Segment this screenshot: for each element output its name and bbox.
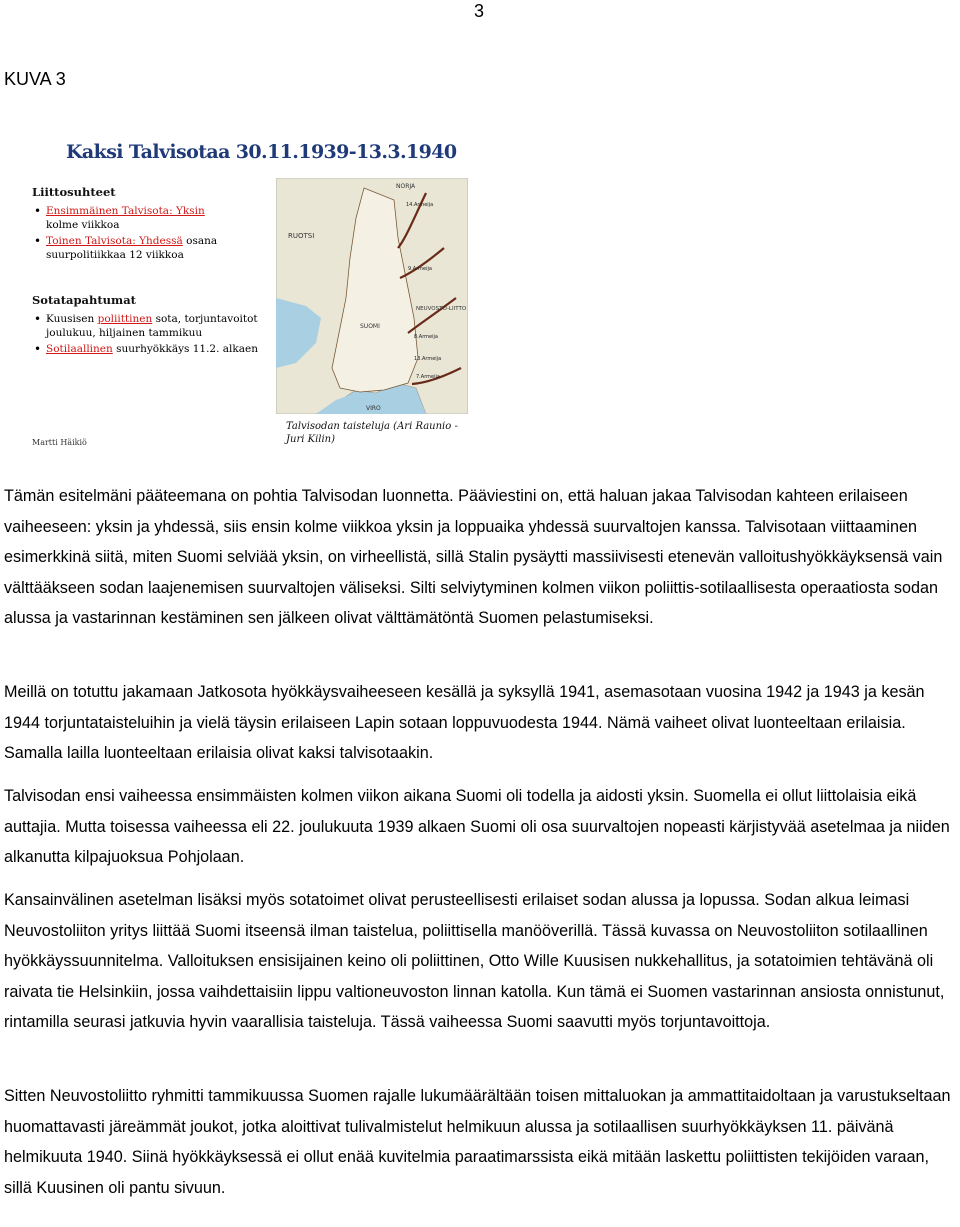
list-item: • Toinen Talvisota: Yhdessä osana suurpolitiikkaa 12 viikkoa <box>32 234 282 262</box>
label-norja: NORJA <box>396 183 416 190</box>
label-armeija8: 8.Armeija <box>414 334 438 340</box>
slide-title: Kaksi Talvisotaa 30.11.1939-13.3.1940 <box>66 141 457 163</box>
label-suomi: SUOMI <box>360 323 380 330</box>
list-item: • Kuusisen poliittinen sota, torjuntavoitot joulukuu, hiljainen tammikuu <box>32 312 282 340</box>
map-caption: Talvisodan taisteluja (Ari Raunio - Juri Kilin) <box>286 421 458 445</box>
label-ruotsi: RUOTSI <box>288 232 315 240</box>
slide-image <box>24 138 467 453</box>
alliances-list <box>32 204 282 264</box>
label-armeija14: 14.Armeija <box>406 202 434 208</box>
slide-author: Martti Häikiö <box>32 438 87 447</box>
winter-war-map <box>276 178 468 414</box>
section-title-alliances: Liittosuhteet <box>32 185 116 199</box>
paragraph-3: Talvisodan ensi vaiheessa ensimmäisten kolmen viikon aikana Suomi oli todella ja aidosti yksin. Suomella ei ollut liittolaisia eikä auttajia. Mutta toisessa vaiheessa eli 22. joulukuuta 1939 alkaen Suomi oli osa suurvaltojen nopeasti kärjistyvää asetelmaa ja niiden alkanutta kilpajuoksua Pohjolaan. <box>4 787 950 866</box>
label-viro: VIRO <box>366 405 381 412</box>
label-neuvostoliitto: NEUVOSTO-LIITTO <box>416 306 467 312</box>
paragraph-4: Kansainvälinen asetelman lisäksi myös sotatoimet olivat perusteellisesti erilaiset sodan alussa ja lopussa. Sodan alkua leimasi Neuvostoliiton yritys liittää Suomi itseensä ilman taistelua, poliittisella manööverillä. Tässä kuvassa on Neuvostoliiton sotilaallinen hyökkäyssuunnitelma. Valloituksen ensisijainen keino oli poliittinen, Otto Wille Kuusisen nukkehallitus, ja sotatoimien tehtävänä oli raivata tie Helsinkiin, jossa vaihdettaisiin lippu valtioneuvoston linnan katolla. Kun tämä ei Suomen vastarinnan ansiosta onnistunut, rintamilla seurasi jatkuvia hyvin vaarallisia taisteluja. Tässä vaiheessa Suomi saavutti myös torjuntavoittoja. <box>4 891 945 1031</box>
paragraph-5: Sitten Neuvostoliitto ryhmitti tammikuussa Suomen rajalle lukumäärältään toisen mittaluokan ja ammattitaidoltaan ja varustukseltaan huomattavasti järeämmät joukot, jotka aloittivat tulivalmistelut helmikuun alussa ja sotilaallisen suurhyökkäyksen 11. päivänä helmikuuta 1940. Siinä hyökkäyksessä ei ollut enää kuvitelmia paraatimarssista eikä mitään laskettu poliittisten tekijöiden varaan, sillä Kuusinen oli pantu sivuun. <box>4 1087 951 1197</box>
section-title-events: Sotatapahtumat <box>32 293 136 307</box>
list-item: • Sotilaallinen suurhyökkäys 11.2. alkaen <box>32 342 282 356</box>
label-armeija9: 9.Armeija <box>408 266 432 272</box>
label-armeija7: 7.Armeija <box>416 374 440 380</box>
label-armeija13: 13.Armeija <box>414 356 442 362</box>
paragraph-1: Tämän esitelmäni pääteemana on pohtia Talvisodan luonnetta. Pääviestini on, että haluan jakaa Talvisodan kahteen erilaiseen vaiheeseen: yksin ja yhdessä, siis ensin kolme viikkoa yksin ja loppuaika yhdessä suurvaltojen kanssa. Talvisotaan viittaaminen esimerkkinä siitä, miten Suomi selviää yksin, on virheellistä, sillä Stalin pysäytti massiivisesti etenevän valloitushyökkäyksensä vain välttääkseen sodan laajenemisen suurvaltojen väliseksi. Silti selviytyminen kolmen viikon poliittis-sotilaallisesta operaatiosta sodan alussa ja vastarinnan kestäminen sen jälkeen olivat välttämätöntä Suomen pelastumiseksi. <box>4 487 943 627</box>
page-number: 3 <box>474 1 485 21</box>
list-item: • Ensimmäinen Talvisota: Yksin kolme viikkoa <box>32 204 282 232</box>
paragraph-2: Meillä on totuttu jakamaan Jatkosota hyökkäysvaiheeseen kesällä ja syksyllä 1941, asemasotaan vuosina 1942 ja 1943 ja kesän 1944 torjuntataisteluihin ja vielä täysin erilaiseen Lapin sotaan loppuvuodesta 1944. Nämä vaiheet olivat luonteeltaan erilaisia. Samalla lailla luonteeltaan erilaisia olivat kaksi talvisotaakin. <box>4 683 925 762</box>
figure-label: KUVA 3 <box>4 69 66 89</box>
events-list <box>32 312 282 358</box>
